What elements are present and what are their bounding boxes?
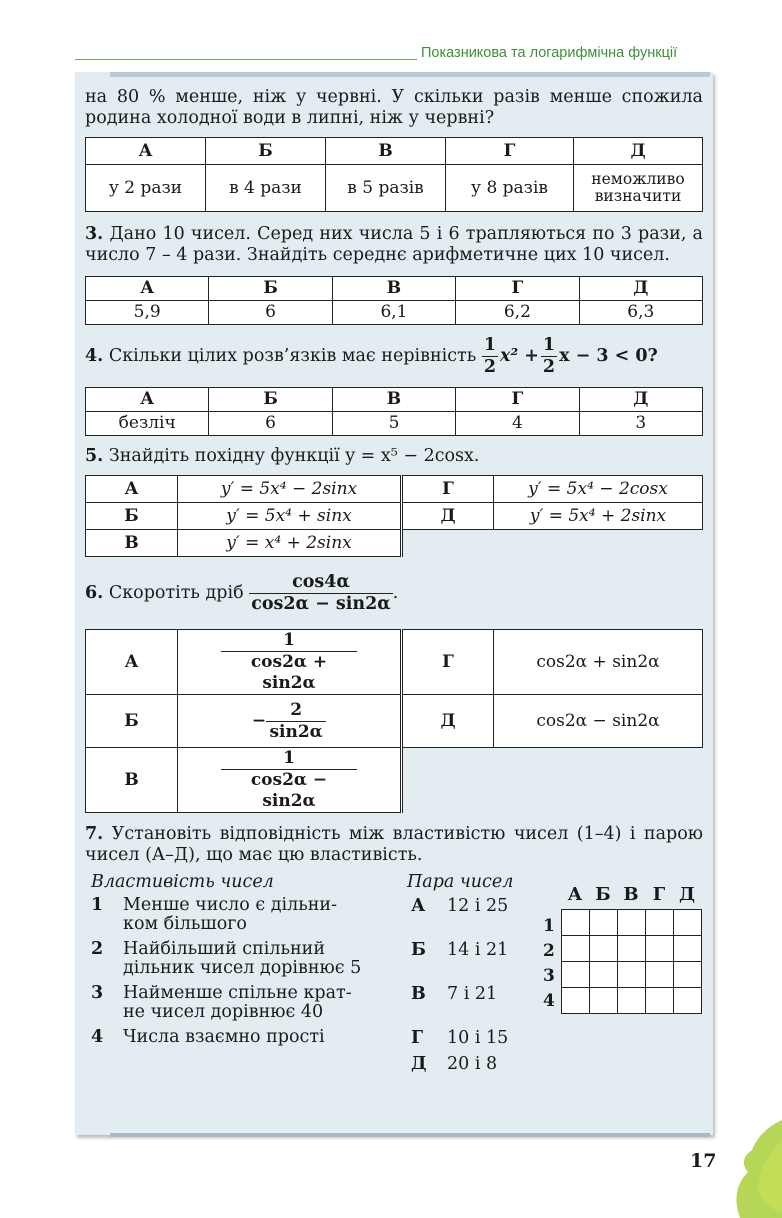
q7-grid-column-headers: А Б В Г Д (567, 884, 695, 905)
leaf-decoration-icon (730, 1120, 782, 1218)
q4-term-x: x − 3 < 0? (559, 345, 658, 366)
q7-pair-d: Д 20 і 8 (411, 1054, 498, 1074)
q7-body (85, 872, 703, 1096)
q2-answer-g: у 8 разів (446, 165, 574, 212)
grid-cell[interactable] (674, 962, 702, 988)
grid-cell[interactable] (646, 936, 674, 962)
q7-pair-v: В 7 і 21 (411, 984, 498, 1004)
grid-cell[interactable] (590, 936, 618, 962)
q2-answer-a: у 2 рази (86, 165, 206, 212)
q4-header-v: В (332, 388, 455, 412)
q4-question (85, 331, 703, 381)
header-rule (75, 59, 417, 60)
q2-header-v: В (326, 138, 446, 165)
q5-answer-d: y′ = 5x⁴ + 2sinx (494, 503, 703, 530)
q4-header-d: Д (579, 388, 702, 412)
grid-cell[interactable] (618, 910, 646, 936)
q6-empty-cell (402, 748, 703, 813)
q4-answer-b: 6 (209, 412, 332, 436)
q2-answer-table (85, 137, 703, 212)
grid-cell[interactable] (618, 962, 646, 988)
q3-header-a: А (86, 277, 209, 301)
q6-answer-b: − $\frac{2}{\sin 2\alpha}$ (178, 695, 402, 748)
grid-cell[interactable] (618, 988, 646, 1014)
q5-label-a: А (86, 476, 178, 503)
q3-header-v: В (332, 277, 455, 301)
q5-answer-table (85, 475, 703, 557)
q4-header-a: А (86, 388, 209, 412)
q7-question (85, 824, 703, 866)
q2-answer-v: в 5 разів (326, 165, 446, 212)
q3-answer-table (85, 276, 703, 325)
grid-cell[interactable] (562, 936, 590, 962)
q2-header-g: Г (446, 138, 574, 165)
q4-text: Скільки цілих розв’язків має нерівність (108, 345, 477, 366)
q4-answer-g: 4 (456, 412, 579, 436)
q4-answer-a: безліч (86, 412, 209, 436)
grid-cell[interactable] (562, 962, 590, 988)
q7-property-4: 4 Числа взаємно прості (91, 1027, 325, 1047)
q4-answer-v: 5 (332, 412, 455, 436)
q5-answer-a: y′ = 5x⁴ − 2sinx (178, 476, 402, 503)
q6-answer-a: $\frac{1}{\cos 2\alpha + \sin 2\alpha}$ (178, 630, 402, 695)
q5-question (85, 446, 703, 467)
q5-answer-b: y′ = 5x⁴ + sinx (178, 503, 402, 530)
q2-header-d: Д (574, 138, 703, 165)
q5-number: 5. (85, 446, 104, 466)
exercise-content (85, 82, 703, 1096)
q3-answer-b: 6 (209, 301, 332, 325)
grid-cell[interactable] (646, 962, 674, 988)
q2-header-b: Б (206, 138, 326, 165)
q7-pair-a: А 12 і 25 (411, 896, 509, 916)
q5-label-d: Д (402, 503, 494, 530)
q6-label-a: А (86, 630, 178, 695)
q5-answer-v: y′ = x⁴ + 2sinx (178, 530, 402, 557)
q3-header-g: Г (456, 277, 579, 301)
q3-answer-g: 6,2 (456, 301, 579, 325)
grid-cell[interactable] (590, 962, 618, 988)
q5-empty-cell (402, 530, 703, 557)
q6-label-v: В (86, 748, 178, 813)
q7-pair-g: Г 10 і 15 (411, 1028, 509, 1048)
q7-grid-cells (561, 909, 702, 1014)
grid-cell[interactable] (674, 910, 702, 936)
q7-text: Установіть відповідність між властивістю чисел (1–4) і парою чисел (А–Д), що має цю властивість. (85, 824, 703, 865)
q6-fraction: $\frac{\cos 4\alpha}{\cos 2\alpha - \sin 2\alpha}$ (251, 571, 391, 614)
grid-cell[interactable] (590, 988, 618, 1014)
q3-answer-d: 6,3 (579, 301, 702, 325)
q3-answer-v: 6,1 (332, 301, 455, 325)
q4-number: 4. (85, 345, 104, 366)
q4-answer-d: 3 (579, 412, 702, 436)
q3-answer-a: 5,9 (86, 301, 209, 325)
grid-cell[interactable] (590, 910, 618, 936)
q6-text: Скоротіть дріб (108, 582, 244, 603)
grid-cell[interactable] (646, 910, 674, 936)
panel-bottom-bar (110, 1133, 710, 1137)
q7-property-1: 1 Менше число є дільни- ком більшого (91, 895, 337, 934)
q5-text: Знайдіть похідну функції y = x⁵ − 2cosx. (108, 446, 480, 466)
q7-property-3: 3 Найменше спільне крат- не чисел дорівнює 40 (91, 983, 352, 1022)
q6-label-b: Б (86, 695, 178, 748)
grid-cell[interactable] (674, 936, 702, 962)
grid-cell[interactable] (646, 988, 674, 1014)
q6-answer-v: $\frac{1}{\cos 2\alpha - \sin 2\alpha}$ (178, 748, 402, 813)
q3-text: Дано 10 чисел. Серед них числа 5 і 6 трапляються по 3 рази, а число 7 – 4 рази. Знайдіть середнє арифметичне цих 10 чисел. (85, 224, 703, 265)
grid-cell[interactable] (562, 910, 590, 936)
q5-label-v: В (86, 530, 178, 557)
q6-label-d: Д (402, 695, 494, 748)
q4-header-b: Б (209, 388, 332, 412)
q3-question (85, 224, 703, 266)
q7-col1-title: Властивість чисел (91, 872, 274, 892)
q2-answer-b: в 4 рази (206, 165, 326, 212)
q4-fraction-1: $\frac{1}{2}$ (483, 334, 497, 377)
page-number: 17 (690, 1150, 717, 1172)
grid-cell[interactable] (674, 988, 702, 1014)
q6-number: 6. (85, 582, 104, 603)
q5-label-b: Б (86, 503, 178, 530)
q7-answer-grid (543, 884, 702, 1014)
q3-header-b: Б (209, 277, 332, 301)
q7-properties (91, 896, 401, 1047)
q7-pair-b: Б 14 і 21 (411, 940, 509, 960)
q5-label-g: Г (402, 476, 494, 503)
q7-col2-title: Пара чисел (407, 872, 514, 892)
q7-grid-row-headers: 1 2 3 4 (543, 916, 555, 1011)
q3-number: 3. (85, 224, 104, 244)
q7-pairs (411, 896, 508, 1075)
q2-answer-d: неможливо визначити (574, 165, 703, 212)
q6-question: 6. Скоротіть дріб $\frac{\cos 4\alpha}{\cos 2\alpha - \sin 2\alpha}$ . (85, 571, 399, 614)
grid-cell[interactable] (562, 988, 590, 1014)
grid-cell[interactable] (618, 936, 646, 962)
q2-text: на 80 % менше, ніж у червні. У скільки разів менше спожила родина холодної води в липні, ніж у червні? (85, 87, 703, 128)
q4-header-g: Г (456, 388, 579, 412)
q4-answer-table (85, 387, 703, 436)
q6-answer-table (85, 629, 703, 813)
panel-top-bar (110, 72, 710, 77)
q7-number: 7. (85, 824, 104, 844)
q3-header-d: Д (579, 277, 702, 301)
q6-answer-d: cos2α − sin2α (494, 695, 703, 748)
q2-header-a: А (86, 138, 206, 165)
q5-answer-g: y′ = 5x⁴ − 2cosx (494, 476, 703, 503)
q4-fraction-2: $\frac{1}{2}$ (542, 334, 556, 377)
running-header: Показникова та логарифмічна функції (421, 45, 678, 61)
q6-answer-g: cos2α + sin2α (494, 630, 703, 695)
q7-property-2: 2 Найбільший спільний дільник чисел дорівнює 5 (91, 939, 362, 978)
q4-term-x2: x² + (500, 345, 539, 366)
q6-label-g: Г (402, 630, 494, 695)
